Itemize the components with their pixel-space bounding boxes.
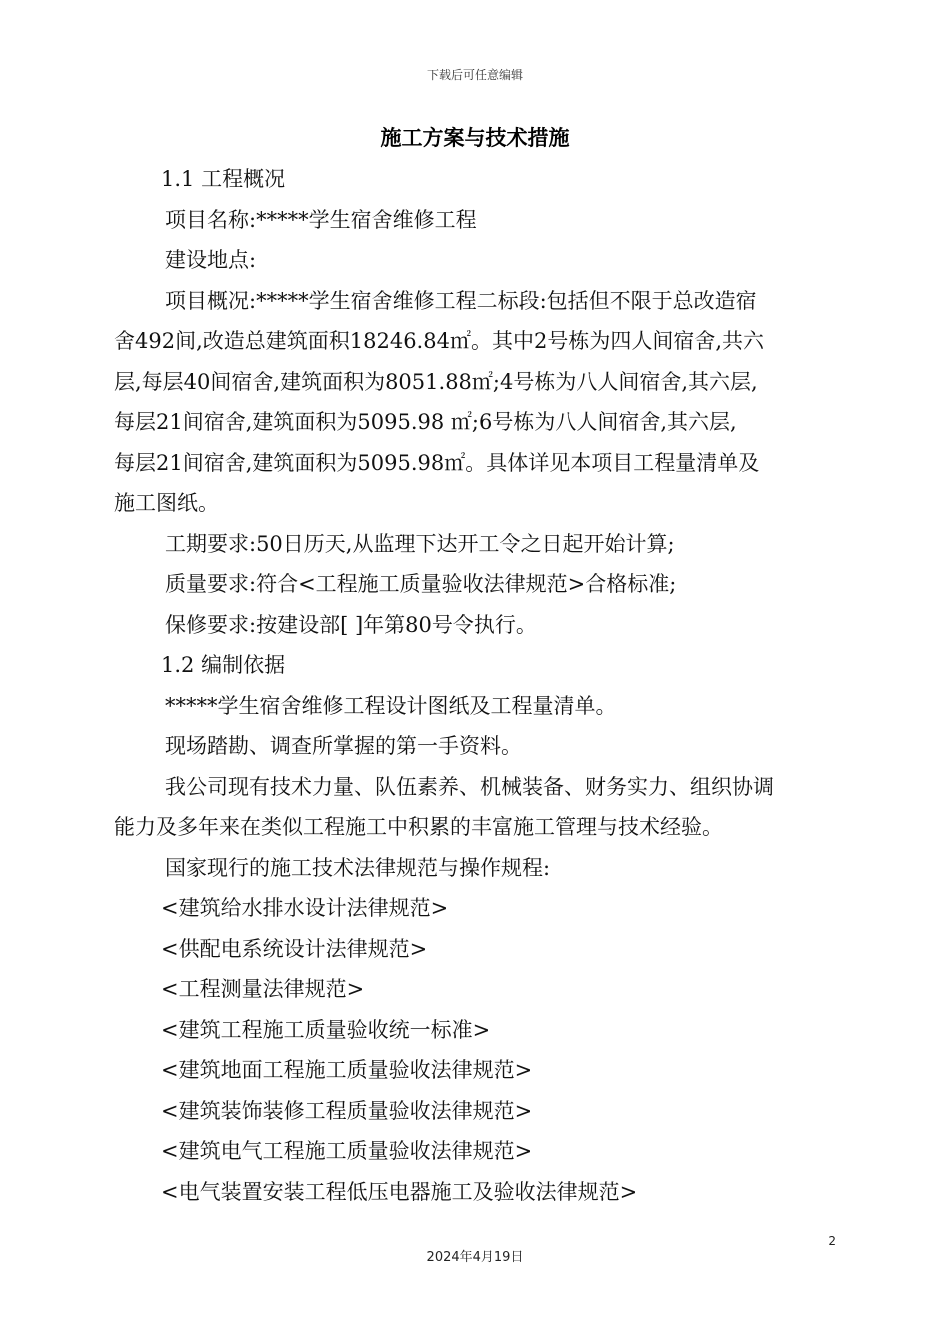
basis-company-line-2: 能力及多年来在类似工程施工中积累的丰富施工管理与技术经验。: [114, 815, 723, 839]
overview-line-1: 项目概况:*****学生宿舍维修工程二标段:包括但不限于总改造宿: [165, 288, 757, 313]
overview-line-4: 每层21间宿舍,建筑面积为5095.98 ㎡;6号栋为八人间宿舍,其六层,: [114, 410, 737, 434]
standard-item: <建筑给水排水设计法律规范>: [161, 896, 449, 920]
project-location: 建设地点:: [165, 248, 257, 272]
basis-site-survey: 现场踏勘、调查所掌握的第一手资料。: [165, 734, 522, 758]
warranty-requirement: 保修要求:按建设部[ ]年第80号令执行。: [165, 612, 537, 637]
overview-line-5: 每层21间宿舍,建筑面积为5095.98㎡。具体详见本项目工程量清单及: [114, 450, 760, 475]
basis-drawings: *****学生宿舍维修工程设计图纸及工程量清单。: [165, 693, 617, 718]
project-name: 项目名称:*****学生宿舍维修工程: [165, 207, 477, 232]
schedule-requirement: 工期要求:50日历天,从监理下达开工令之日起开始计算;: [165, 531, 675, 556]
standard-item: <建筑电气工程施工质量验收法律规范>: [161, 1139, 533, 1163]
overview-line-6: 施工图纸。: [114, 491, 219, 515]
standard-item: <供配电系统设计法律规范>: [161, 936, 428, 961]
overview-line-3: 层,每层40间宿舍,建筑面积为8051.88㎡;4号栋为八人间宿舍,其六层,: [114, 369, 758, 394]
document-title: 施工方案与技术措施: [380, 125, 570, 150]
standard-item: <建筑工程施工质量验收统一标准>: [161, 1017, 491, 1042]
standard-item: <电气装置安装工程低压电器施工及验收法律规范>: [161, 1179, 638, 1204]
basis-company-line-1: 我公司现有技术力量、队伍素养、机械装备、财务实力、组织协调: [165, 774, 774, 799]
page-number: 2: [828, 1234, 836, 1248]
footer-date: 2024年4月19日: [426, 1250, 524, 1265]
section-heading-overview: 1.1 工程概况: [161, 167, 286, 191]
header-note: 下载后可任意编辑: [426, 68, 523, 82]
section-heading-basis: 1.2 编制依据: [161, 653, 286, 677]
standard-item: <工程测量法律规范>: [161, 977, 365, 1001]
overview-line-2: 舍492间,改造总建筑面积18246.84㎡。其中2号栋为四人间宿舍,共六: [114, 329, 764, 353]
standard-item: <建筑装饰装修工程质量验收法律规范>: [161, 1098, 533, 1123]
standard-item: <建筑地面工程施工质量验收法律规范>: [161, 1058, 533, 1082]
basis-national-standards: 国家现行的施工技术法律规范与操作规程:: [165, 855, 551, 880]
document-body: [114, 159, 840, 1212]
quality-requirement: 质量要求:符合<工程施工质量验收法律规范>合格标准;: [165, 572, 677, 596]
